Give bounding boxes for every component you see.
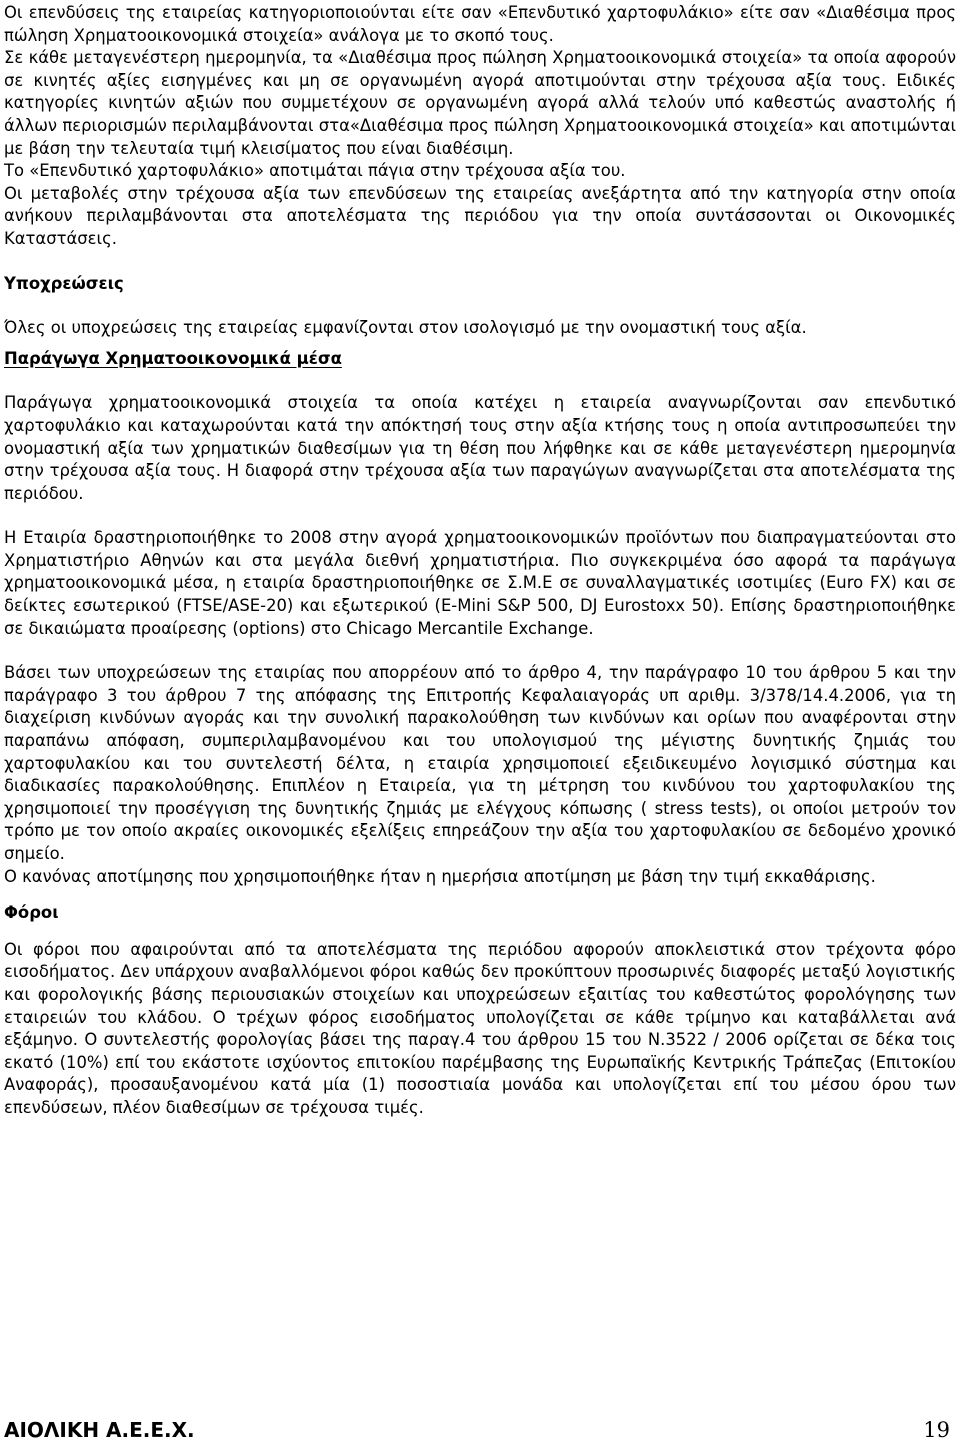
section-heading-taxes: Φόροι — [4, 903, 59, 923]
section-heading-liabilities: Υποχρεώσεις — [4, 273, 124, 293]
paragraph: Ο κανόνας αποτίμησης που χρησιμοποιήθηκε ήταν η ημερήσια αποτίμηση με βάση την τιμή εκκαθάρισης. — [4, 866, 876, 886]
footer-page-number: 19 — [923, 1418, 950, 1442]
paragraph: Οι επενδύσεις της εταιρείας κατηγοριοποιούνται είτε σαν «Επενδυτικό χαρτοφυλάκιο» είτε σαν «Διαθέσιμα προς πώληση Χρηματοοικονομικά στοιχεία» ανάλογα με το σκοπό τους. — [4, 3, 956, 45]
document-page — [4, 2, 956, 1120]
paragraph: Βάσει των υποχρεώσεων της εταιρίας που απορρέουν από το άρθρο 4, την παράγραφο 10 του άρθρου 5 και την παράγραφο 3 του άρθρου 7 της απόφασης της Επιτροπής Κεφαλαιαγοράς υπ αριθμ. 3/378/14.4.2006, για τη διαχείριση κινδύνων αγοράς και την συνολική παρακολούθηση των κινδύνων και ορίων που αναφέρονται στην παραπάνω απόφαση, συμπεριλαμβανομένου και του υπολογισμού της μέγιστης δυνητικής ζημιάς του χαρτοφυλακίου και του συντελεστή δέλτα, η εταιρία χρησιμοποιεί εξειδικευμένο λογισμικό σύστημα και διαδικασίες παρακολούθησης. Επιπλέον η Εταιρεία, για τη μέτρηση του κινδύνου του χαρτοφυλακίου της χρησιμοποιεί την προσέγγιση της δυνητικής ζημιάς με ελέγχους κόπωσης ( stress tests), οι οποίοι μετρούν τον τρόπο με τον οποίο ακραίες οικονομικές εξελίξεις επηρεάζουν την αξία του χαρτοφυλακίου σε δεδομένο χρονικό σημείο. — [4, 663, 956, 863]
paragraph: Οι μεταβολές στην τρέχουσα αξία των επενδύσεων της εταιρείας ανεξάρτητα από την κατηγορία στην οποία ανήκουν περιλαμβάνονται στα αποτελέσματα της περιόδου για την οποία συντάσσονται οι Οικονομικές Καταστάσεις. — [4, 183, 956, 248]
paragraph: Όλες οι υποχρεώσεις της εταιρείας εμφανίζονται στον ισολογισμό με την ονομαστική τους αξία. — [4, 318, 807, 338]
paragraph: Παράγωγα χρηματοοικονομικά στοιχεία τα οποία κατέχει η εταιρεία αναγνωρίζονται σαν επενδυτικό χαρτοφυλάκιο και καταχωρούνται κατά την απόκτησή τους στην αξία κτήσης τους η οποία αντιπροσωπεύει την ονομαστική αξία των χρηματικών διαθεσίμων για τη θέση που λήφθηκε και σε κάθε μεταγενέστερη ημερομηνία στην τρέχουσα αξία τους. Η διαφορά στην τρέχουσα αξία των παραγώγων αναγνωρίζεται στα αποτελέσματα της περιόδου. — [4, 393, 956, 503]
section-heading-derivatives: Παράγωγα Χρηματοοικονομικά μέσα — [4, 348, 342, 368]
paragraph: Το «Επενδυτικό χαρτοφυλάκιο» αποτιμάται πάγια στην τρέχουσα αξία του. — [4, 161, 626, 181]
paragraph: Σε κάθε μεταγενέστερη ημερομηνία, τα «Διαθέσιμα προς πώληση Χρηματοοικονομικά στοιχεία» τα οποία αφορούν σε κινητές αξίες εισηγμένες και μη σε οργανωμένη αγορά αποτιμούνται στην τρέχουσα αξία τους. Ειδικές κατηγορίες κινητών αξιών που συμμετέχουν σε οργανωμένη αγορά αλλά τελούν υπό καθεστώς αναστολής ή άλλων περιορισμών περιλαμβάνονται στα«Διαθέσιμα προς πώληση Χρηματοοικονομικά στοιχεία» και αποτιμώνται με βάση την τελευταία τιμή κλεισίματος που είναι διαθέσιμη. — [4, 48, 956, 158]
paragraph: Η Εταιρία δραστηριοποιήθηκε το 2008 στην αγορά χρηματοοικονομικών προϊόντων που διαπραγματεύονται στο Χρηματιστήριο Αθηνών και στα μεγάλα διεθνή χρηματιστήρια. Πιο συγκεκριμένα όσο αφορά τα παράγωγα χρηματοοικονομικά μέσα, η εταιρία δραστηριοποιήθηκε σε Σ.Μ.Ε σε συναλλαγματικές ισοτιμίες (Euro FX) και σε δείκτες εσωτερικού (FTSE/ASE-20) και εξωτερικού (E-Mini S&P 500, DJ Eurostoxx 50). Επίσης δραστηριοποιήθηκε σε δικαιώματα προαίρεσης (options) στο Chicago Mercantile Exchange. — [4, 528, 956, 638]
paragraph: Οι φόροι που αφαιρούνται από τα αποτελέσματα της περιόδου αφορούν αποκλειστικά στον τρέχοντα φόρο εισοδήματος. Δεν υπάρχουν αναβαλλόμενοι φόροι καθώς δεν προκύπτουν προσωρινές διαφορές μεταξύ λογιστικής και φορολογικής βάσης περιουσιακών στοιχείων και υποχρεώσεων εξαιτίας του καθεστώτος φορολόγησης των εταιρειών του κλάδου. Ο τρέχων φόρος εισοδήματος υπολογίζεται σε κάθε τρίμηνο και καταβάλλεται ανά εξάμηνο. Ο συντελεστής φορολογίας βάσει της παραγ.4 του άρθρου 15 του Ν.3522 / 2006 ορίζεται σε δέκα τοις εκατό (10%) επί του εκάστοτε ισχύοντος επιτοκίου παρέμβασης της Ευρωπαϊκής Κεντρικής Τράπεζας (Επιτοκίου Αναφοράς), προσαυξανομένου κατά μία (1) ποσοστιαία μονάδα και υπολογίζεται επί του μέσου όρου των επενδύσεων, πλέον διαθεσίμων σε τρέχουσα τιμές. — [4, 939, 956, 1117]
footer-company-name: ΑΙΟΛΙΚΗ Α.Ε.Ε.Χ. — [4, 1418, 195, 1442]
